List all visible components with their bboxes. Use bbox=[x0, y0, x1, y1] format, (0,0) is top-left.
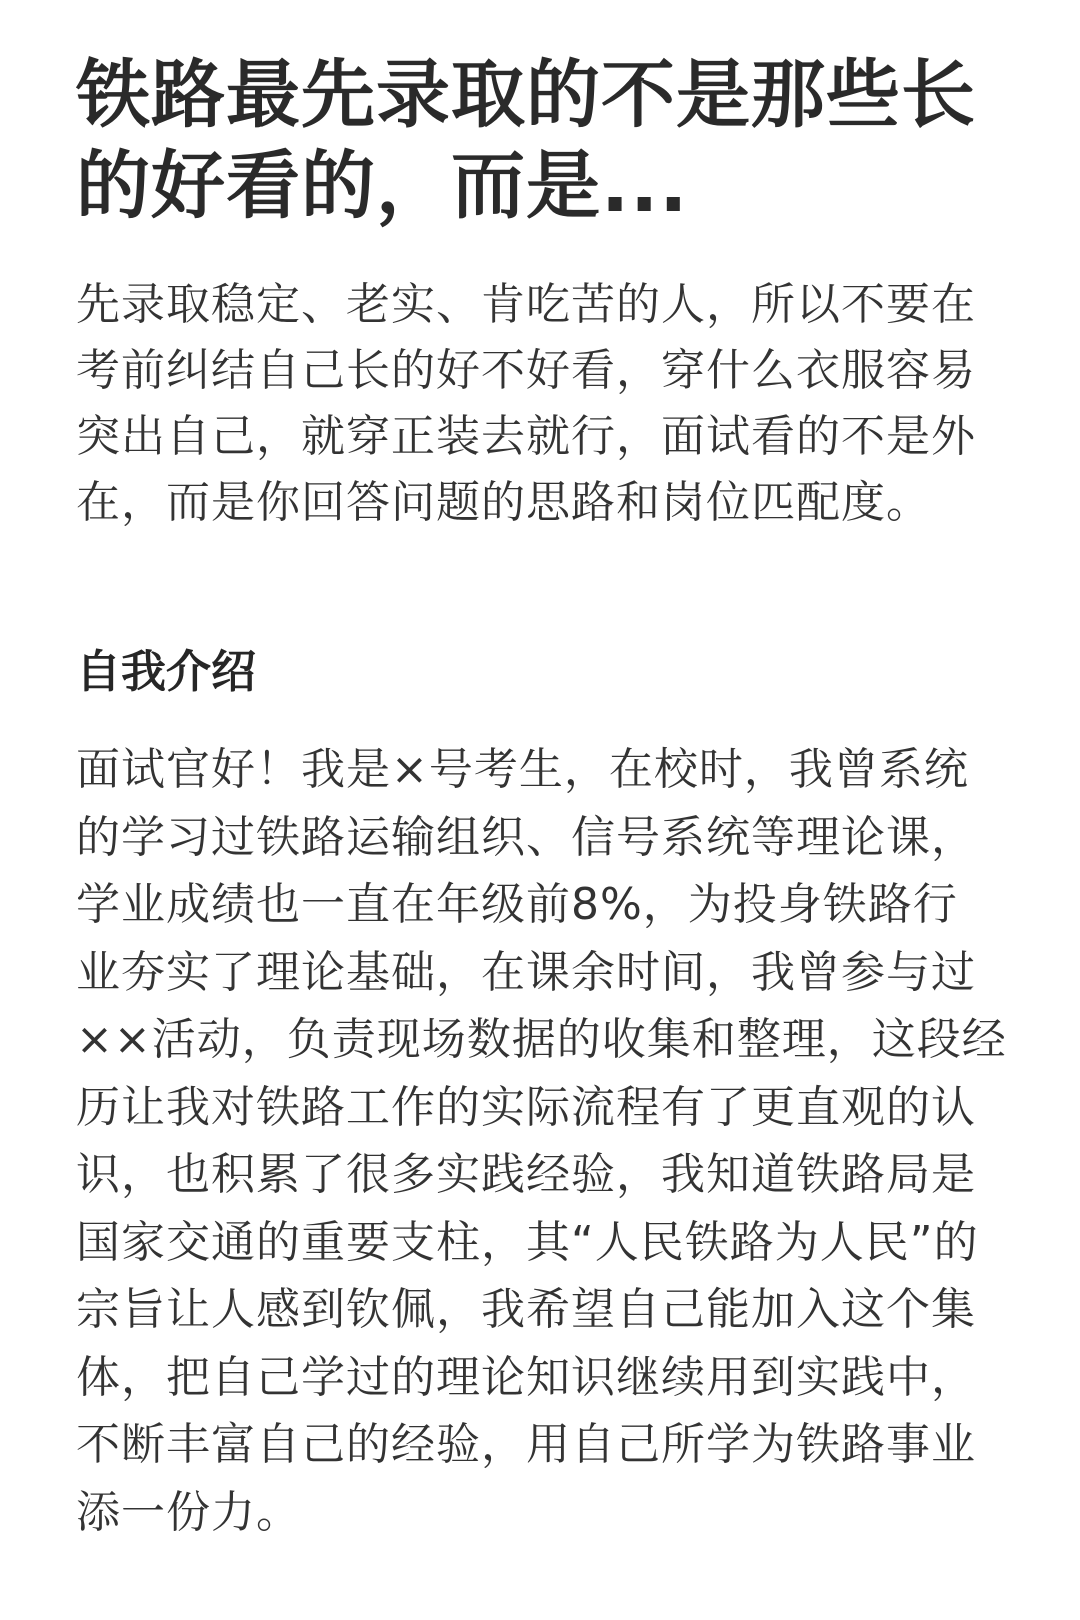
body-line: 国家交通的重要支柱，其“人民铁路为人民”的 bbox=[76, 1216, 979, 1268]
body-line: ××活动，负责现场数据的收集和整理，这段经 bbox=[76, 1014, 1007, 1065]
section-heading: 自我介绍 bbox=[76, 645, 257, 698]
body-line: 业夯实了理论基础，在课余时间，我曾参与过 bbox=[76, 946, 976, 998]
body-line: 不断丰富自己的经验，用自己所学为铁路事业 bbox=[76, 1419, 976, 1470]
body-line: 体，把自己学过的理论知识继续用到实践中， bbox=[76, 1351, 976, 1403]
intro-line: 在，而是你回答问题的思路和岗位匹配度。 bbox=[76, 477, 931, 528]
intro-line: 突出自己，就穿正装去就行，面试看的不是外 bbox=[76, 411, 976, 462]
self-introduction-text bbox=[76, 736, 1010, 1546]
body-line: 识，也积累了很多实践经验，我知道铁路局是 bbox=[76, 1149, 976, 1200]
article-title bbox=[76, 50, 1010, 232]
body-line: 历让我对铁路工作的实际流程有了更直观的认 bbox=[76, 1081, 976, 1133]
body-line: 面试官好！我是×号考生，在校时，我曾系统 bbox=[76, 744, 969, 795]
body-line: 学业成绩也一直在年级前8%，为投身铁路行 bbox=[76, 879, 958, 930]
intro-line: 考前纠结自己长的好不好看，穿什么衣服容易 bbox=[76, 345, 976, 396]
body-line: 添一份力。 bbox=[76, 1486, 301, 1538]
intro-line: 先录取稳定、老实、肯吃苦的人，所以不要在 bbox=[76, 279, 976, 330]
body-line: 宗旨让人感到钦佩，我希望自己能加入这个集 bbox=[76, 1284, 976, 1335]
intro-paragraph bbox=[76, 272, 1010, 536]
title-line: 铁路最先录取的不是那些长 bbox=[76, 52, 976, 138]
body-line: 的学习过铁路运输组织、信号系统等理论课， bbox=[76, 811, 976, 863]
title-line: 的好看的，而是... bbox=[76, 143, 689, 229]
